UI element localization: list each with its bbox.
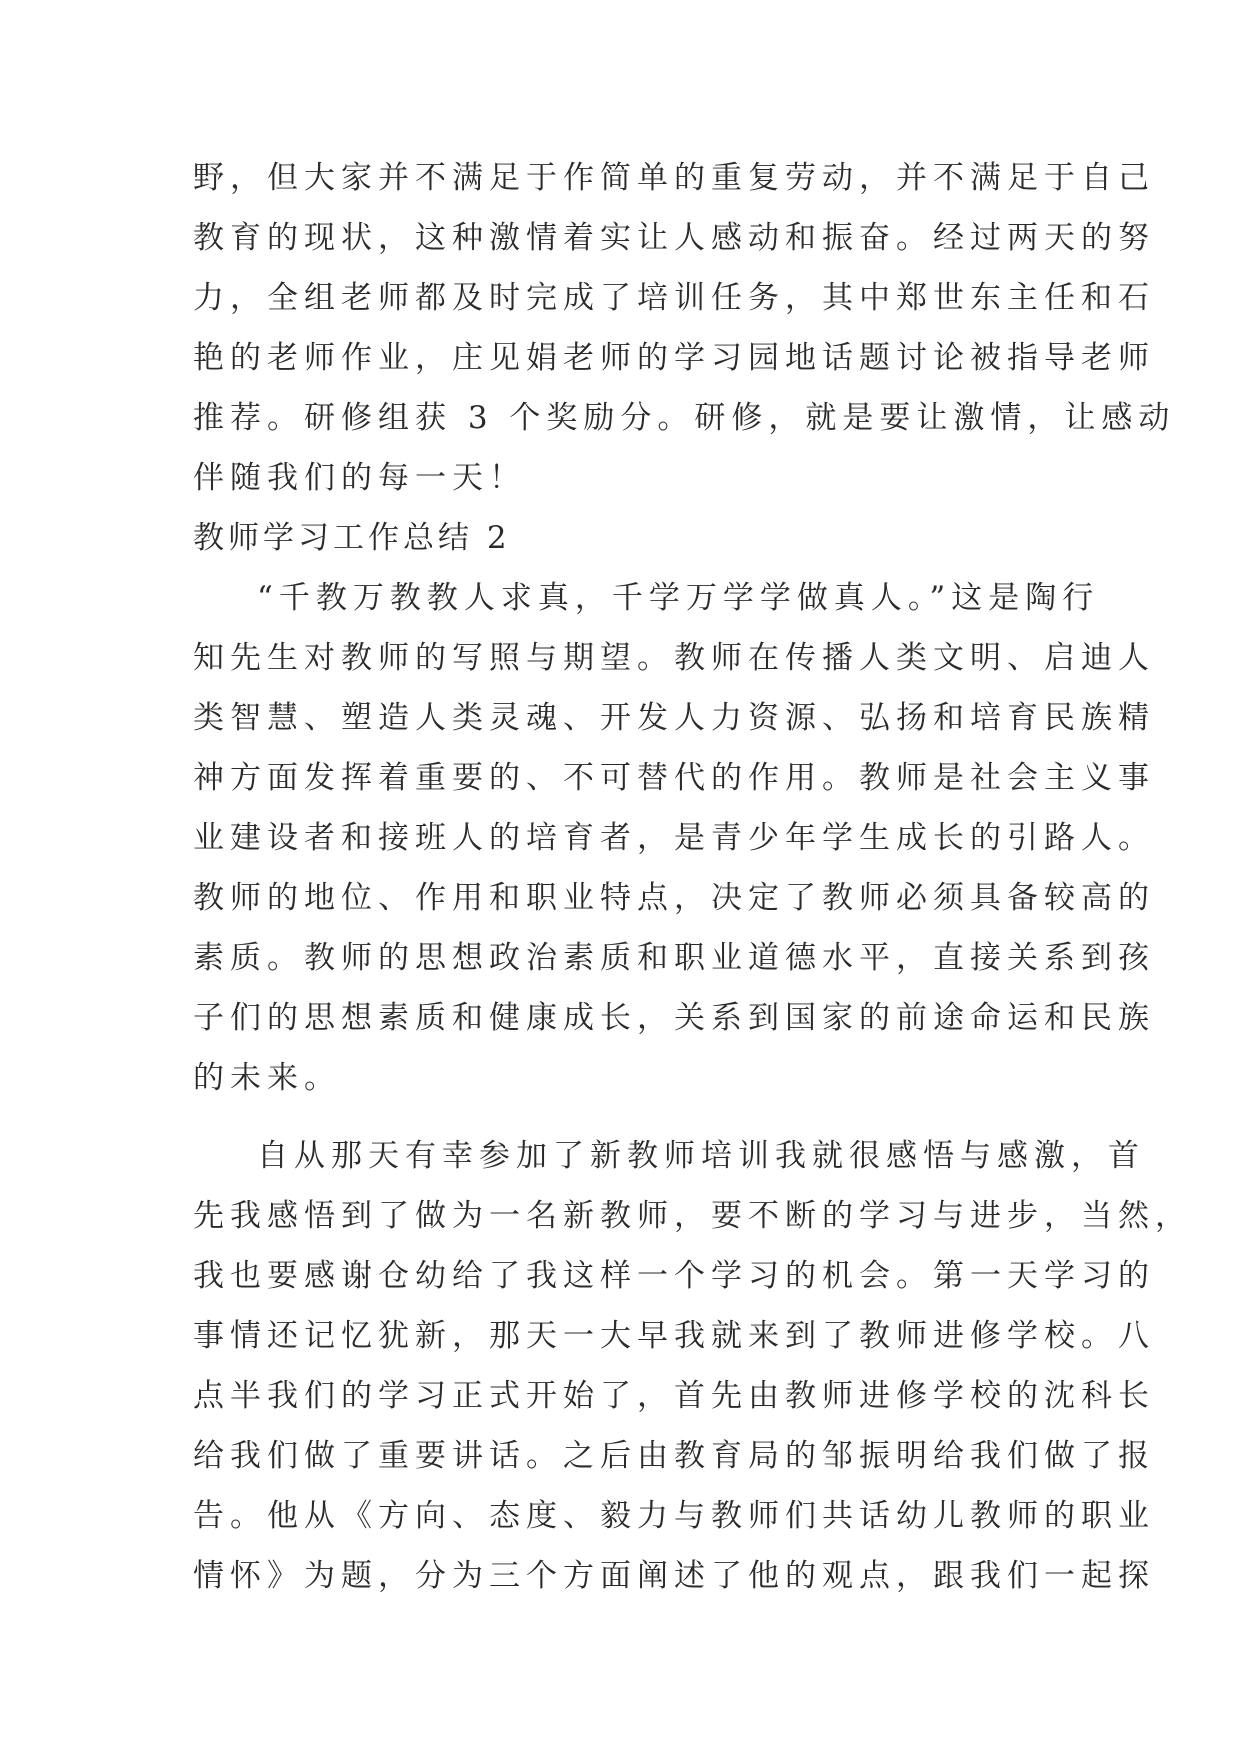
continued-paragraph (193, 148, 1176, 508)
text-line: 艳的老师作业，庄见娟老师的学习园地话题讨论被指导老师 (193, 340, 1155, 376)
text-line: “千教万教教人求真，千学万学学做真人。”这是陶行 (257, 580, 1100, 616)
text-line: 知先生对教师的写照与期望。教师在传播人类文明、启迪人 (193, 640, 1155, 676)
text-line: 教育的现状，这种激情着实让人感动和振奋。经过两天的努 (193, 220, 1155, 256)
section-heading: 教师学习工作总结 2 (193, 520, 511, 556)
text-line: 素质。教师的思想政治素质和职业道德水平，直接关系到孩 (193, 940, 1155, 976)
text-line: 情怀》为题，分为三个方面阐述了他的观点，跟我们一起探 (193, 1558, 1155, 1594)
text-line: 告。他从《方向、态度、毅力与教师们共话幼儿教师的职业 (193, 1498, 1155, 1534)
text-line: 业建设者和接班人的培育者，是青少年学生成长的引路人。 (193, 820, 1155, 856)
paragraph-2 (193, 1126, 1192, 1606)
document-body (193, 148, 1192, 1606)
text-line: 教师的地位、作用和职业特点，决定了教师必须具备较高的 (193, 880, 1155, 916)
text-line: 野，但大家并不满足于作简单的重复劳动，并不满足于自己 (193, 160, 1155, 196)
text-line: 事情还记忆犹新，那天一大早我就来到了教师进修学校。八 (193, 1318, 1155, 1354)
text-line: 的未来。 (193, 1060, 341, 1096)
text-line: 自从那天有幸参加了新教师培训我就很感悟与感激，首 (257, 1138, 1145, 1174)
text-line: 推荐。研修组获 3 个奖励分。研修，就是要让激情，让感动 (193, 400, 1176, 436)
text-line: 子们的思想素质和健康成长，关系到国家的前途命运和民族 (193, 1000, 1155, 1036)
text-line: 神方面发挥着重要的、不可替代的作用。教师是社会主义事 (193, 760, 1155, 796)
text-line: 我也要感谢仓幼给了我这样一个学习的机会。第一天学习的 (193, 1258, 1155, 1294)
paragraph-spacer (193, 1108, 1073, 1126)
text-line: 类智慧、塑造人类灵魂、开发人力资源、弘扬和培育民族精 (193, 700, 1155, 736)
text-line: 先我感悟到了做为一名新教师，要不断的学习与进步，当然， (193, 1198, 1192, 1234)
text-line: 力，全组老师都及时完成了培训任务，其中郑世东主任和石 (193, 280, 1155, 316)
text-line: 点半我们的学习正式开始了，首先由教师进修学校的沈科长 (193, 1378, 1155, 1414)
paragraph-1 (193, 568, 1155, 1108)
text-line: 伴随我们的每一天！ (193, 460, 526, 496)
text-line: 给我们做了重要讲话。之后由教育局的邹振明给我们做了报 (193, 1438, 1155, 1474)
